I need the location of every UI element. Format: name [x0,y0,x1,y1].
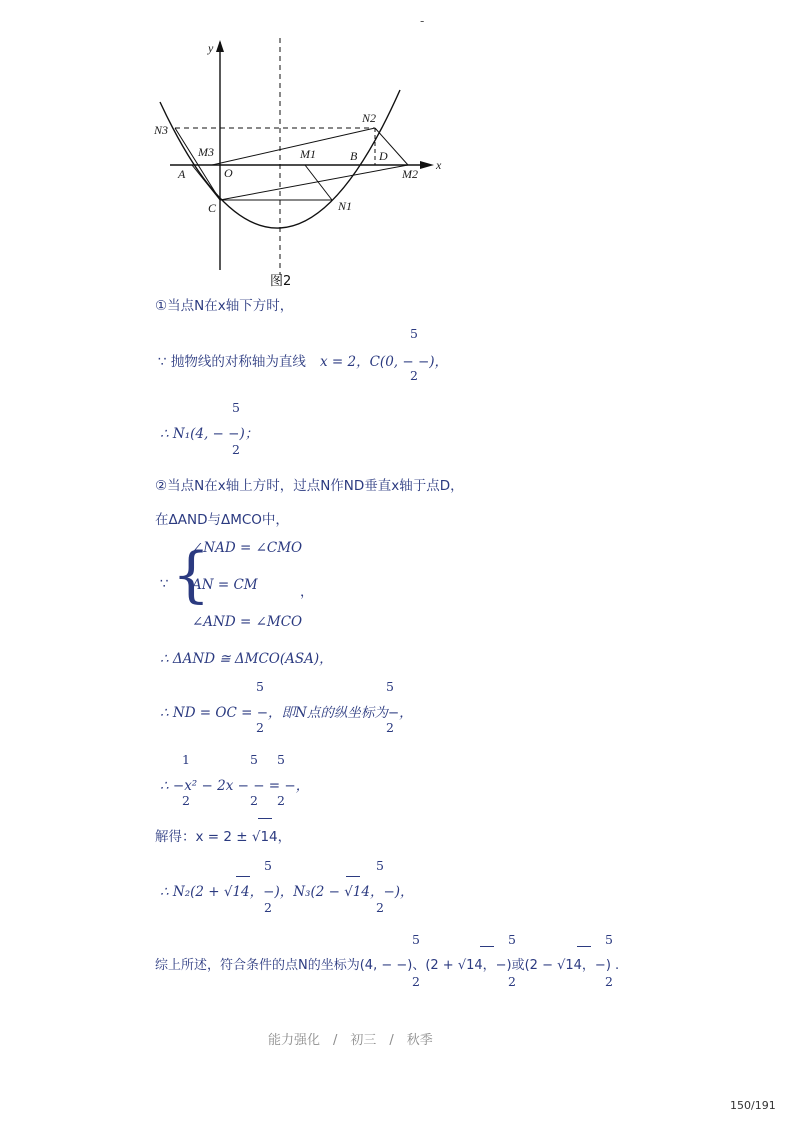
l10-sqrt-bar-2 [346,876,360,877]
label-o: O [224,166,233,180]
l11-num2: 5 [508,932,516,947]
l10-den2: 2 [376,900,384,915]
l7-num1: 5 [256,679,264,694]
line-10: ∴ N₂(2 + √14，−)，N₃(2 − √14，−)， [160,884,414,900]
line-2-math: x = 2，C(0, − −)， [320,354,449,370]
l8-num2: 5 [250,752,258,767]
line-7: ∴ ND = OC = −，即N点的纵坐标为−， [160,705,413,721]
system-suffix: ， [300,584,314,600]
l11-den2: 2 [508,974,516,989]
line-1: ①当点N在x轴下方时， [155,298,294,314]
top-mark: - [420,14,425,28]
line-6: ∴ ΔAND ≅ ΔMCO(ASA)， [160,651,333,667]
m1-n1-line [305,165,332,200]
system-eq-2: AN = CM [192,577,258,593]
line-9: 解得：x = 2 ± √14， [155,829,292,845]
l2-frac-num: 5 [410,326,418,341]
system-because: ∵ [160,576,169,592]
label-x: x [436,158,442,172]
l7-num2: 5 [386,679,394,694]
label-d: D [379,149,388,163]
label-m3: M3 [198,145,214,159]
n3-c-line [175,128,220,200]
label-a: A [178,167,186,181]
l11-den3: 2 [605,974,613,989]
y-axis-arrow [216,40,224,52]
geometry-figure [150,30,450,310]
x-axis-arrow [420,161,434,169]
l8-den1: 2 [182,793,190,808]
page-number: 150/191 [730,1099,776,1112]
line-8: ∴ −x² − 2x − − = −， [160,778,310,794]
l10-sqrt-bar-1 [236,876,250,877]
l7-den2: 2 [386,720,394,735]
label-m2: M2 [402,167,418,181]
l11-num3: 5 [605,932,613,947]
l2-frac-den: 2 [410,368,418,383]
system-brace: { [172,540,211,610]
c-m2-line [220,165,408,200]
l3-frac-den: 2 [232,442,240,457]
l10-num1: 5 [264,858,272,873]
label-c: C [208,201,217,215]
line-2-prefix: ∵ 抛物线的对称轴为直线 [158,354,306,370]
l8-num1: 1 [182,752,190,767]
line-11: 综上所述，符合条件的点N的坐标为(4, − −)、(2 + √14，−)或(2 − √14，−) . [155,958,620,973]
l3-frac-num: 5 [232,400,240,415]
system-eq-1: ∠NAD = ∠CMO [192,540,303,556]
l11-sqrt-bar-1 [480,946,494,947]
l8-den2: 2 [250,793,258,808]
l11-den1: 2 [412,974,420,989]
figure-caption: 图2 [270,274,292,289]
label-b: B [350,149,358,163]
a-c-line [192,165,220,200]
l11-num1: 5 [412,932,420,947]
l10-num2: 5 [376,858,384,873]
line-4: ②当点N在x轴上方时，过点N作ND垂直x轴于点D， [155,478,464,494]
l7-den1: 2 [256,720,264,735]
l10-den1: 2 [264,900,272,915]
line-5: 在ΔAND与ΔMCO中， [155,512,289,528]
page-footer: 能力强化 / 初三 / 秋季 [268,1033,433,1048]
system-eq-3: ∠AND = ∠MCO [192,614,303,630]
label-n3: N3 [154,123,169,137]
label-m1: M1 [300,147,316,161]
label-n2: N2 [362,111,377,125]
label-n1: N1 [338,199,353,213]
l9-sqrt-bar [258,818,272,819]
label-y: y [208,41,214,55]
l8-num3: 5 [277,752,285,767]
line-3-math: ∴ N₁(4, − −)； [160,426,259,442]
l8-den3: 2 [277,793,285,808]
l11-sqrt-bar-2 [577,946,591,947]
